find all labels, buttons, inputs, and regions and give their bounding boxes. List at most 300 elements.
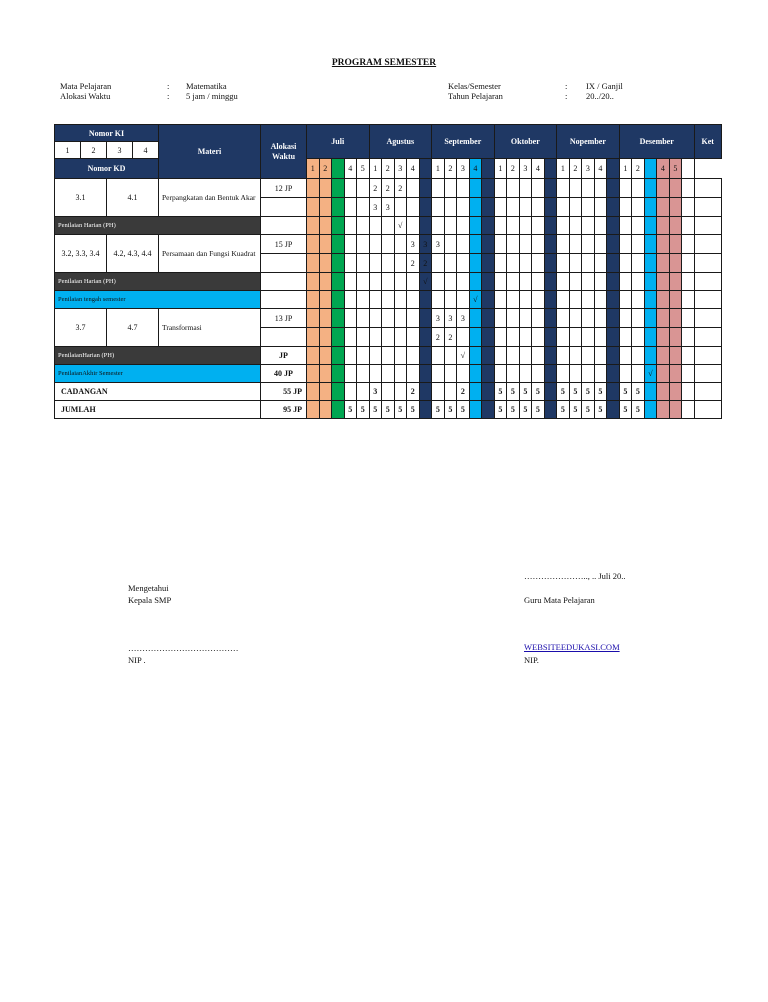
- week-cell: [469, 217, 482, 235]
- week-cell: [594, 328, 607, 347]
- week-cell: [594, 347, 607, 365]
- week-cell: [594, 365, 607, 383]
- week-cell: [644, 254, 657, 273]
- alokasi-cell: 95 JP: [261, 401, 307, 419]
- week-cell: [632, 273, 645, 291]
- week-number-cell: [644, 159, 657, 179]
- week-cell: [607, 401, 620, 419]
- week-number-cell: 3: [457, 159, 470, 179]
- week-cell: [307, 401, 320, 419]
- week-cell: [507, 198, 520, 217]
- week-cell: 3: [432, 309, 445, 328]
- week-cell: [319, 254, 332, 273]
- table-row: [55, 235, 722, 254]
- week-cell: [332, 217, 345, 235]
- teacher-nip: NIP.: [524, 655, 539, 665]
- week-cell: [357, 365, 370, 383]
- week-cell: [444, 254, 457, 273]
- week-cell: √: [644, 365, 657, 383]
- week-cell: [494, 328, 507, 347]
- week-number-cell: [682, 159, 695, 179]
- week-cell: 2: [394, 179, 407, 198]
- table-row: [55, 401, 722, 419]
- week-cell: [482, 217, 495, 235]
- week-cell: [394, 365, 407, 383]
- week-cell: [519, 217, 532, 235]
- week-cell: [369, 291, 382, 309]
- week-cell: [557, 254, 570, 273]
- week-cell: [607, 198, 620, 217]
- week-cell: [519, 365, 532, 383]
- teacher-title: Guru Mata Pelajaran: [524, 595, 595, 605]
- week-cell: [344, 179, 357, 198]
- week-cell: [357, 235, 370, 254]
- subject-value: Matematika: [186, 81, 227, 91]
- week-cell: [632, 235, 645, 254]
- week-cell: [419, 198, 432, 217]
- week-number-cell: 3: [519, 159, 532, 179]
- week-cell: [419, 291, 432, 309]
- week-cell: 2: [419, 254, 432, 273]
- week-cell: [494, 198, 507, 217]
- row-label: PenilaianAkhir Semester: [55, 365, 261, 383]
- week-cell: 5: [582, 401, 595, 419]
- week-cell: [382, 347, 395, 365]
- week-cell: [394, 347, 407, 365]
- week-cell: [657, 198, 670, 217]
- approval-label: Mengetahui: [128, 583, 169, 593]
- week-cell: [494, 309, 507, 328]
- week-cell: [407, 198, 420, 217]
- week-cell: [332, 309, 345, 328]
- week-cell: [382, 273, 395, 291]
- week-cell: [632, 217, 645, 235]
- week-cell: [594, 235, 607, 254]
- week-number-cell: 2: [507, 159, 520, 179]
- week-cell: [632, 365, 645, 383]
- week-cell: [469, 383, 482, 401]
- kd3-cell: 3.2, 3.3, 3.4: [55, 235, 107, 273]
- week-cell: [394, 198, 407, 217]
- week-cell: [494, 235, 507, 254]
- week-cell: [594, 254, 607, 273]
- week-cell: [357, 291, 370, 309]
- week-cell: [569, 217, 582, 235]
- week-cell: [594, 291, 607, 309]
- week-cell: [469, 273, 482, 291]
- alokasi-cell: 55 JP: [261, 383, 307, 401]
- week-cell: [357, 309, 370, 328]
- week-cell: 5: [507, 383, 520, 401]
- program-semester-table: [54, 124, 722, 419]
- week-cell: [494, 273, 507, 291]
- week-cell: [532, 328, 545, 347]
- week-cell: [469, 328, 482, 347]
- week-cell: [344, 328, 357, 347]
- week-cell: [544, 198, 557, 217]
- week-cell: [319, 401, 332, 419]
- week-cell: [307, 309, 320, 328]
- week-cell: [307, 198, 320, 217]
- week-cell: [682, 273, 695, 291]
- week-cell: [557, 365, 570, 383]
- week-cell: [657, 235, 670, 254]
- week-cell: [469, 401, 482, 419]
- week-cell: [682, 365, 695, 383]
- week-cell: [494, 254, 507, 273]
- week-cell: [482, 273, 495, 291]
- week-cell: [669, 347, 682, 365]
- week-cell: [619, 217, 632, 235]
- week-cell: [369, 254, 382, 273]
- principal-signature-line: …………………………………: [128, 643, 239, 653]
- week-cell: [544, 383, 557, 401]
- week-cell: [657, 273, 670, 291]
- week-cell: [482, 254, 495, 273]
- week-cell: [619, 198, 632, 217]
- week-cell: [457, 254, 470, 273]
- week-cell: 3: [419, 235, 432, 254]
- week-cell: [344, 235, 357, 254]
- week-cell: [607, 365, 620, 383]
- week-cell: [544, 217, 557, 235]
- week-cell: [544, 347, 557, 365]
- week-cell: [469, 365, 482, 383]
- row-label: CADANGAN: [55, 383, 261, 401]
- week-cell: [594, 179, 607, 198]
- week-cell: [532, 217, 545, 235]
- kd4-cell: 4.7: [107, 309, 159, 347]
- week-cell: [394, 273, 407, 291]
- week-cell: [669, 217, 682, 235]
- week-number-cell: 5: [357, 159, 370, 179]
- week-cell: [457, 273, 470, 291]
- week-number-cell: 1: [557, 159, 570, 179]
- week-cell: 5: [394, 401, 407, 419]
- week-cell: [582, 198, 595, 217]
- week-cell: [494, 347, 507, 365]
- week-cell: [532, 254, 545, 273]
- week-cell: 5: [619, 383, 632, 401]
- week-cell: 5: [519, 401, 532, 419]
- week-cell: [569, 254, 582, 273]
- alokasi-cell: 13 JP: [261, 309, 307, 328]
- week-cell: [519, 347, 532, 365]
- week-cell: 5: [432, 401, 445, 419]
- week-cell: [582, 347, 595, 365]
- week-cell: [357, 328, 370, 347]
- week-cell: [644, 179, 657, 198]
- week-cell: [632, 309, 645, 328]
- week-cell: [544, 291, 557, 309]
- week-cell: [382, 291, 395, 309]
- week-cell: [532, 179, 545, 198]
- week-cell: [482, 235, 495, 254]
- week-cell: [319, 365, 332, 383]
- week-cell: [457, 198, 470, 217]
- week-cell: [307, 383, 320, 401]
- week-cell: [482, 383, 495, 401]
- week-cell: [307, 217, 320, 235]
- week-cell: [319, 217, 332, 235]
- week-cell: [682, 328, 695, 347]
- week-cell: [544, 179, 557, 198]
- week-cell: 5: [444, 401, 457, 419]
- week-cell: [357, 347, 370, 365]
- month-header-nopember: Nopember: [557, 125, 620, 159]
- week-cell: [569, 328, 582, 347]
- week-cell: √: [394, 217, 407, 235]
- week-cell: 5: [594, 401, 607, 419]
- month-header-agustus: Agustus: [369, 125, 432, 159]
- week-number-cell: 2: [382, 159, 395, 179]
- time-value: 5 jam / minggu: [186, 91, 238, 101]
- row-label: Penilaian Harian (PH): [55, 273, 261, 291]
- materi-cell: Transformasi: [159, 309, 261, 347]
- table-row: [55, 309, 722, 328]
- week-cell: [457, 291, 470, 309]
- week-cell: [682, 291, 695, 309]
- ket-cell: [694, 273, 721, 291]
- week-cell: [657, 309, 670, 328]
- week-cell: [544, 401, 557, 419]
- week-cell: 2: [369, 179, 382, 198]
- week-cell: [407, 347, 420, 365]
- week-cell: [332, 365, 345, 383]
- week-cell: [332, 179, 345, 198]
- week-cell: [357, 198, 370, 217]
- week-cell: [332, 383, 345, 401]
- week-cell: [682, 179, 695, 198]
- week-cell: [482, 291, 495, 309]
- nomor-ki-header: Nomor KI: [55, 125, 159, 142]
- week-cell: [344, 217, 357, 235]
- week-cell: [582, 291, 595, 309]
- week-number-cell: 4: [469, 159, 482, 179]
- week-cell: [507, 179, 520, 198]
- week-cell: [507, 347, 520, 365]
- week-cell: 5: [619, 401, 632, 419]
- week-cell: [632, 179, 645, 198]
- ket-cell: [694, 291, 721, 309]
- week-cell: [419, 347, 432, 365]
- alokasi-cell: [261, 254, 307, 273]
- week-cell: [344, 365, 357, 383]
- table-row: [55, 273, 722, 291]
- week-cell: [357, 254, 370, 273]
- week-cell: [644, 217, 657, 235]
- week-cell: 5: [532, 383, 545, 401]
- week-cell: [419, 365, 432, 383]
- week-cell: [319, 273, 332, 291]
- week-cell: [319, 347, 332, 365]
- week-cell: [344, 198, 357, 217]
- week-cell: [507, 365, 520, 383]
- ket-cell: [694, 365, 721, 383]
- week-cell: [382, 328, 395, 347]
- week-cell: [507, 273, 520, 291]
- week-cell: [369, 365, 382, 383]
- week-cell: 5: [344, 401, 357, 419]
- kd3-cell: 3.1: [55, 179, 107, 217]
- ket-cell: [694, 401, 721, 419]
- week-cell: [607, 179, 620, 198]
- week-cell: [369, 273, 382, 291]
- week-cell: [644, 383, 657, 401]
- week-cell: [569, 273, 582, 291]
- week-cell: 3: [457, 309, 470, 328]
- week-cell: [394, 383, 407, 401]
- month-header-september: September: [432, 125, 495, 159]
- ket-cell: [694, 309, 721, 328]
- alokasi-cell: [261, 328, 307, 347]
- colon: :: [565, 81, 568, 91]
- week-cell: [619, 235, 632, 254]
- week-cell: [532, 365, 545, 383]
- alokasi-cell: [261, 198, 307, 217]
- week-number-cell: 1: [619, 159, 632, 179]
- website-link[interactable]: WEBSITEEDUKASI.COM: [524, 642, 620, 652]
- week-cell: [594, 217, 607, 235]
- week-cell: [557, 273, 570, 291]
- ket-cell: [694, 235, 721, 254]
- week-cell: 3: [382, 198, 395, 217]
- week-cell: [394, 328, 407, 347]
- week-cell: 5: [457, 401, 470, 419]
- week-cell: [569, 235, 582, 254]
- week-cell: [444, 291, 457, 309]
- week-cell: √: [469, 291, 482, 309]
- week-cell: [319, 235, 332, 254]
- month-header-oktober: Oktober: [494, 125, 557, 159]
- week-cell: 5: [582, 383, 595, 401]
- week-number-cell: [482, 159, 495, 179]
- alokasi-cell: [261, 291, 307, 309]
- materi-cell: Perpangkatan dan Bentuk Akar: [159, 179, 261, 217]
- week-cell: [507, 217, 520, 235]
- row-label: PenilaianHarian (PH): [55, 347, 261, 365]
- week-cell: [557, 179, 570, 198]
- week-cell: [657, 291, 670, 309]
- place-date: ………………….., .. Juli 20..: [524, 571, 626, 581]
- week-cell: [432, 254, 445, 273]
- week-cell: [307, 328, 320, 347]
- week-cell: [482, 328, 495, 347]
- week-cell: [332, 401, 345, 419]
- week-cell: 5: [407, 401, 420, 419]
- week-cell: [607, 273, 620, 291]
- week-cell: [669, 365, 682, 383]
- week-cell: 3: [407, 235, 420, 254]
- week-cell: [619, 328, 632, 347]
- week-cell: [307, 235, 320, 254]
- ki-number: 4: [133, 142, 159, 159]
- week-cell: [644, 273, 657, 291]
- week-cell: [369, 235, 382, 254]
- week-cell: [344, 347, 357, 365]
- week-cell: 5: [557, 401, 570, 419]
- week-cell: [669, 328, 682, 347]
- ket-cell: [694, 328, 721, 347]
- week-cell: [382, 309, 395, 328]
- week-cell: [332, 347, 345, 365]
- week-cell: [607, 328, 620, 347]
- week-cell: [607, 291, 620, 309]
- table-row: [55, 383, 722, 401]
- alokasi-cell: JP: [261, 347, 307, 365]
- subject-label: Mata Pelajaran: [60, 81, 112, 91]
- week-number-cell: 2: [319, 159, 332, 179]
- week-cell: 5: [632, 383, 645, 401]
- week-cell: [594, 273, 607, 291]
- week-cell: [319, 179, 332, 198]
- week-cell: [469, 254, 482, 273]
- week-cell: [419, 401, 432, 419]
- week-number-cell: 2: [569, 159, 582, 179]
- week-cell: [469, 347, 482, 365]
- week-cell: [432, 179, 445, 198]
- week-cell: [619, 254, 632, 273]
- materi-header: Materi: [159, 125, 261, 179]
- year-label: Tahun Pelajaran: [448, 91, 503, 101]
- week-cell: [319, 291, 332, 309]
- week-cell: [532, 273, 545, 291]
- week-cell: [519, 291, 532, 309]
- week-cell: [382, 217, 395, 235]
- week-cell: [494, 291, 507, 309]
- week-cell: [644, 328, 657, 347]
- page-title: PROGRAM SEMESTER: [331, 58, 437, 68]
- week-cell: [444, 235, 457, 254]
- week-cell: [457, 328, 470, 347]
- week-cell: 2: [432, 328, 445, 347]
- kd4-cell: 4.1: [107, 179, 159, 217]
- week-cell: [544, 273, 557, 291]
- week-cell: [557, 291, 570, 309]
- week-cell: [482, 179, 495, 198]
- week-cell: [644, 235, 657, 254]
- week-cell: [682, 198, 695, 217]
- week-cell: 5: [369, 401, 382, 419]
- time-label: Alokasi Waktu: [60, 91, 111, 101]
- year-value: 20../20..: [586, 91, 614, 101]
- week-cell: [607, 347, 620, 365]
- week-cell: [544, 309, 557, 328]
- week-cell: [419, 179, 432, 198]
- week-cell: [369, 309, 382, 328]
- week-cell: [682, 401, 695, 419]
- week-cell: [569, 179, 582, 198]
- week-number-cell: 4: [594, 159, 607, 179]
- ket-header: Ket: [694, 125, 721, 159]
- principal-nip: NIP .: [128, 655, 146, 665]
- week-cell: 3: [369, 383, 382, 401]
- colon: :: [565, 91, 568, 101]
- week-cell: [544, 328, 557, 347]
- week-cell: [307, 254, 320, 273]
- week-number-cell: 1: [494, 159, 507, 179]
- week-cell: [432, 365, 445, 383]
- week-cell: 2: [457, 383, 470, 401]
- week-cell: [619, 179, 632, 198]
- week-number-cell: 5: [669, 159, 682, 179]
- alokasi-cell: 15 JP: [261, 235, 307, 254]
- week-cell: [532, 291, 545, 309]
- table-row: [55, 291, 722, 309]
- week-cell: [332, 198, 345, 217]
- week-cell: [319, 328, 332, 347]
- week-cell: [482, 198, 495, 217]
